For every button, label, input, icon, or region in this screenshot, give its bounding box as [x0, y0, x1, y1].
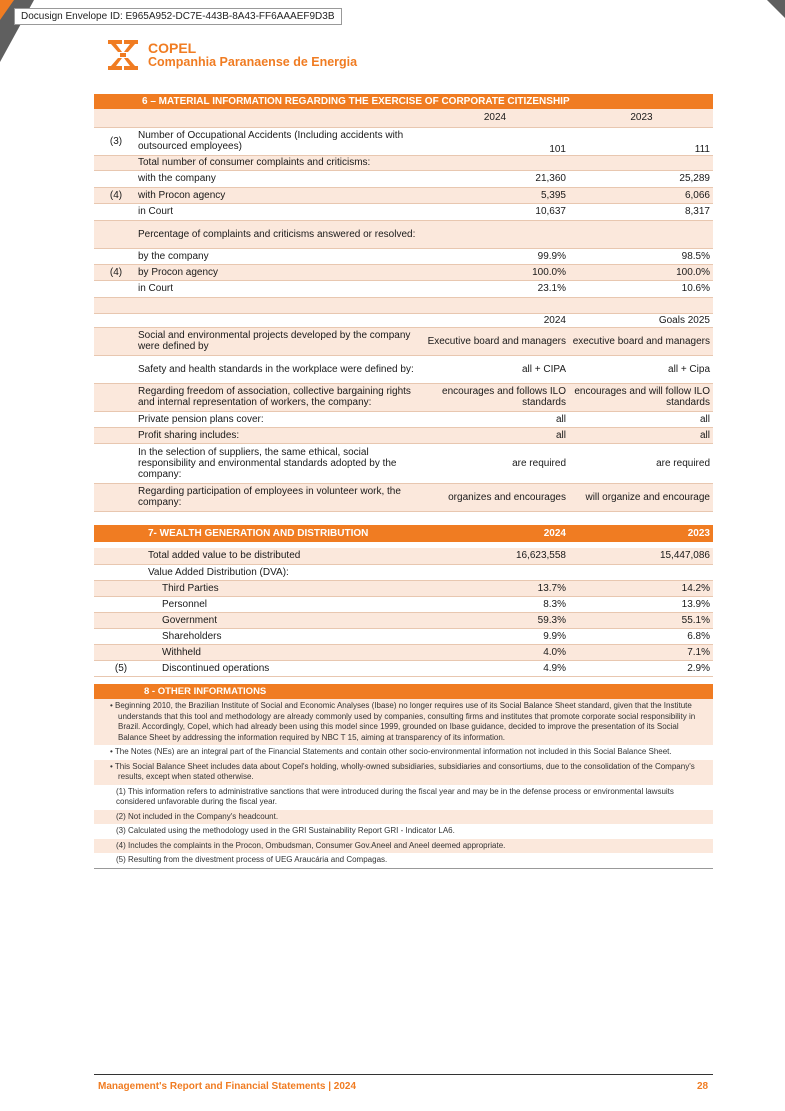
row-label: Percentage of complaints and criticisms answered or resolved: — [138, 220, 420, 248]
section-8-header — [94, 684, 713, 699]
row-label: in Court — [138, 203, 420, 220]
row-label: Total number of consumer complaints and criticisms: — [138, 155, 420, 170]
s7-year-2023: 2023 — [570, 525, 713, 542]
row-value-2024: Executive board and managers — [420, 327, 570, 355]
row-note — [94, 644, 148, 660]
row-value-2024: 23.1% — [420, 280, 570, 297]
table-row — [94, 596, 713, 612]
row-value-2023: 2.9% — [570, 660, 713, 676]
row-value-2024: 101 — [420, 127, 570, 155]
footer-divider — [94, 1074, 713, 1075]
table-row — [94, 127, 713, 155]
table-row — [94, 483, 713, 511]
row-value-2024: encourages and follows ILO standards — [420, 383, 570, 411]
table-row — [94, 564, 713, 580]
section-6-table — [94, 109, 713, 512]
table-row — [94, 355, 713, 383]
row-value-goals: encourages and will follow ILO standards — [570, 383, 713, 411]
table-subheader-row — [94, 313, 713, 327]
row-value-2024: 9.9% — [420, 628, 570, 644]
note-item: • Beginning 2010, the Brazilian Institute of Social and Economic Analyses (Ibase) no longer requires use of its Social Balance Sheet standard, given that the Institute understands that this tool and methodology are already commonly used by companies, consulting firms and institutes that promote corporate social responsibility in Brazil. Accordingly, Copel, which had already been using this model since 1999, grounded on Ibase guidance, decided to improve the presentation of its Social Balance Sheet by addressing the information required by NBC T 15, aiming at transparency of its information. — [94, 699, 713, 745]
docusign-envelope-id: Docusign Envelope ID: E965A952-DC7E-443B-8A43-FF6AAAEF9D3B — [14, 8, 342, 25]
s7-year-2024: 2024 — [420, 525, 570, 542]
row-note — [94, 628, 148, 644]
row-value-2024: are required — [420, 443, 570, 483]
section-7-table — [94, 525, 713, 677]
note-item: (1) This information refers to administrative sanctions that were introduced during the fiscal year and may be in the defense process or environmental lawsuits considered unfavorable during the fiscal year. — [116, 786, 674, 806]
row-label: Social and environmental projects developed by the company were defined by — [138, 327, 420, 355]
row-note: (5) — [94, 660, 148, 676]
table-row — [94, 443, 713, 483]
logo-line-1: COPEL — [148, 40, 197, 56]
row-value-2024: all — [420, 427, 570, 443]
note-item: (4) Includes the complaints in the Procon, Ombudsman, Consumer Gov.Aneel and Aneel deemed appropriate. — [94, 839, 713, 854]
row-label: with Procon agency — [138, 187, 420, 203]
row-label: by Procon agency — [138, 264, 420, 280]
section-7-header — [94, 525, 713, 542]
row-label: Total added value to be distributed — [148, 548, 420, 564]
row-note — [94, 596, 148, 612]
row-label: Withheld — [148, 644, 420, 660]
row-value-2023: 25,289 — [570, 170, 713, 187]
table-row — [94, 383, 713, 411]
row-value-2023: 15,447,086 — [570, 548, 713, 564]
section-6-header — [94, 94, 713, 109]
row-value-2024: 59.3% — [420, 612, 570, 628]
section-7 — [94, 525, 713, 677]
row-label: Regarding participation of employees in volunteer work, the company: — [138, 483, 420, 511]
row-value-goals: are required — [570, 443, 713, 483]
row-label: Discontinued operations — [148, 660, 420, 676]
row-value-goals: executive board and managers — [570, 327, 713, 355]
table-row — [94, 280, 713, 297]
row-value-2023 — [570, 155, 713, 170]
section-6-title: 6 – MATERIAL INFORMATION REGARDING THE EXERCISE OF CORPORATE CITIZENSHIP — [142, 96, 570, 107]
row-value-goals: all + Cipa — [570, 355, 713, 383]
row-value-2023: 13.9% — [570, 596, 713, 612]
row-value-2024: organizes and encourages — [420, 483, 570, 511]
row-value-2023: 10.6% — [570, 280, 713, 297]
row-label: Third Parties — [148, 580, 420, 596]
row-label: Government — [148, 612, 420, 628]
row-label: in Court — [138, 280, 420, 297]
table-spacer-row — [94, 297, 713, 313]
row-label: Regarding freedom of association, collective bargaining rights and internal representation of workers, the company: — [138, 383, 420, 411]
note-item: (2) Not included in the Company's headcount. — [94, 810, 713, 825]
company-logo — [106, 38, 357, 72]
row-value-2024: all + CIPA — [420, 355, 570, 383]
table-row — [94, 264, 713, 280]
row-value-2023: 14.2% — [570, 580, 713, 596]
row-value-2024: 4.9% — [420, 660, 570, 676]
section-8-title: 8 - OTHER INFORMATIONS — [144, 686, 267, 697]
logo-line-2: Companhia Paranaense de Energia — [148, 55, 358, 69]
row-value-2024: 5,395 — [420, 187, 570, 203]
row-value-2023: 111 — [570, 127, 713, 155]
table-row — [94, 427, 713, 443]
table-row — [94, 187, 713, 203]
note-item: • The Notes (NEs) are an integral part of the Financial Statements and contain other socio-environmental information not included in this Social Balance Sheet. — [110, 747, 672, 756]
row-value-goals: will organize and encourage — [570, 483, 713, 511]
row-label: Private pension plans cover: — [138, 411, 420, 427]
section-6 — [94, 94, 713, 512]
row-note — [94, 155, 138, 170]
note-item: (3) Calculated using the methodology used in the GRI Sustainability Report GRI - Indicator LA6. — [116, 826, 455, 835]
row-value-2024: 10,637 — [420, 203, 570, 220]
table-row — [94, 155, 713, 170]
table-row — [94, 644, 713, 660]
row-note — [94, 612, 148, 628]
row-label: Number of Occupational Accidents (Including accidents with outsourced employees) — [138, 127, 420, 155]
row-value-2023: 8,317 — [570, 203, 713, 220]
row-note — [94, 220, 138, 248]
table-row — [94, 248, 713, 264]
table-row — [94, 220, 713, 248]
row-note — [94, 580, 148, 596]
section-8 — [94, 684, 713, 869]
row-label: Profit sharing includes: — [138, 427, 420, 443]
row-value-2023: 98.5% — [570, 248, 713, 264]
row-label: In the selection of suppliers, the same ethical, social responsibility and environmental standards adopted by the company: — [138, 443, 420, 483]
row-note: (3) — [94, 127, 138, 155]
row-value-2024: 8.3% — [420, 596, 570, 612]
table-row — [94, 411, 713, 427]
row-note — [94, 170, 138, 187]
row-value-2024: all — [420, 411, 570, 427]
s6-goals-2025: Goals 2025 — [570, 313, 713, 327]
footer-title: Management's Report and Financial Statements | 2024 — [98, 1081, 357, 1092]
s6-year-2024: 2024 — [420, 109, 570, 127]
row-label: by the company — [138, 248, 420, 264]
table-row — [94, 628, 713, 644]
corner-decoration-accent — [0, 0, 14, 20]
table-row — [94, 170, 713, 187]
table-row — [94, 548, 713, 564]
table-row — [94, 203, 713, 220]
row-value-2023: 6,066 — [570, 187, 713, 203]
row-label: Value Added Distribution (DVA): — [148, 564, 420, 580]
row-value-2024: 99.9% — [420, 248, 570, 264]
row-value-2023: 100.0% — [570, 264, 713, 280]
row-value-2023: 55.1% — [570, 612, 713, 628]
row-note: (4) — [94, 264, 138, 280]
row-label: Shareholders — [148, 628, 420, 644]
row-label: with the company — [138, 170, 420, 187]
row-note — [94, 203, 138, 220]
row-value-2024 — [420, 220, 570, 248]
page-number: 28 — [697, 1081, 709, 1092]
row-value-2024: 13.7% — [420, 580, 570, 596]
row-value-2024: 21,360 — [420, 170, 570, 187]
row-value-2024: 100.0% — [420, 264, 570, 280]
row-value-2024 — [420, 155, 570, 170]
row-label: Safety and health standards in the workplace were defined by: — [138, 355, 420, 383]
copel-logo-icon — [106, 38, 140, 72]
row-value-2023: 7.1% — [570, 644, 713, 660]
row-value-goals: all — [570, 411, 713, 427]
table-row — [94, 327, 713, 355]
table-row — [94, 660, 713, 676]
table-row — [94, 612, 713, 628]
row-value-goals: all — [570, 427, 713, 443]
row-note — [94, 248, 138, 264]
s6-year-2024-b: 2024 — [420, 313, 570, 327]
section-7-title: 7- WEALTH GENERATION AND DISTRIBUTION — [148, 525, 420, 542]
row-note: (4) — [94, 187, 138, 203]
row-value-2024: 4.0% — [420, 644, 570, 660]
note-item: • This Social Balance Sheet includes data about Copel's holding, wholly-owned subsidiaries, subsidiaries and consortiums, due to the consolidation of the Company's results, except when stated otherwise. — [94, 760, 713, 785]
corner-decoration-right — [767, 0, 785, 18]
row-value-2023 — [570, 220, 713, 248]
note-item: (5) Resulting from the divestment process of UEG Araucária and Compagas. — [94, 853, 713, 869]
row-note — [94, 280, 138, 297]
table-row — [94, 580, 713, 596]
row-value-2023: 6.8% — [570, 628, 713, 644]
row-label: Personnel — [148, 596, 420, 612]
s6-year-2023: 2023 — [570, 109, 713, 127]
row-value-2024: 16,623,558 — [420, 548, 570, 564]
